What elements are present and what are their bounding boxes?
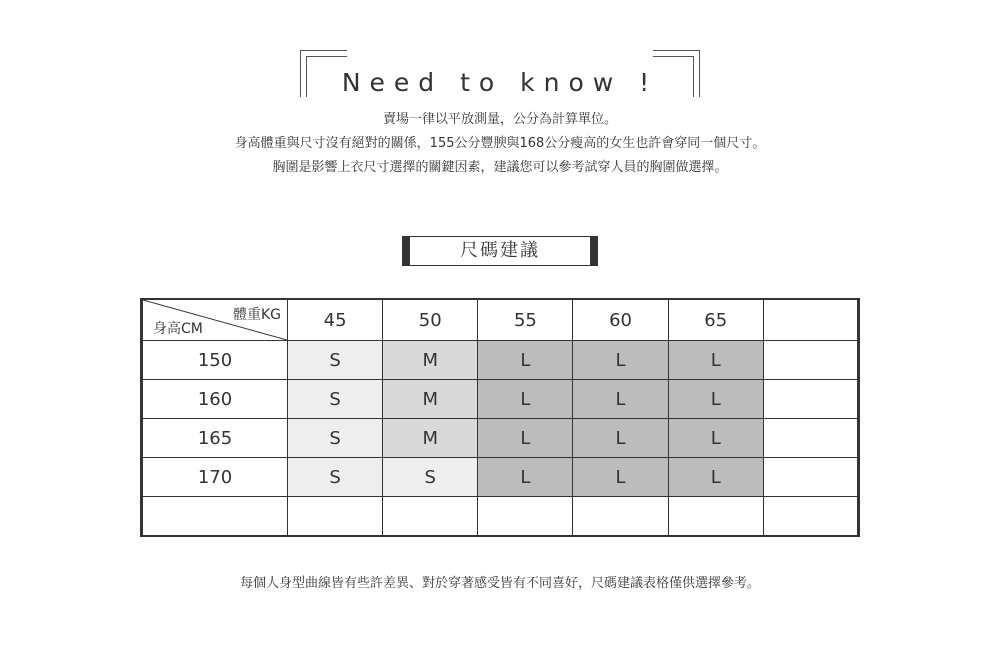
size-cell — [763, 419, 858, 458]
weight-header-cell — [763, 299, 858, 341]
height-cell: 170 — [142, 458, 288, 497]
table-row — [142, 380, 859, 419]
intro-line-1: 賣場一律以平放測量，公分為計算單位。 — [382, 112, 617, 127]
weight-header-cell: 55 — [478, 299, 573, 341]
size-cell: L — [573, 458, 668, 497]
size-cell: L — [668, 341, 763, 380]
height-axis-label: 身高CM — [153, 321, 203, 337]
intro-line-2: 身高體重與尺寸沒有絕對的關係，155公分豐腴與168公分瘦高的女生也許會穿同一個尺寸。 — [234, 136, 766, 151]
size-cell — [668, 497, 763, 537]
size-cell: L — [478, 458, 573, 497]
page-title: Need to know ! — [341, 68, 659, 97]
weight-axis-label: 體重KG — [232, 307, 281, 323]
table-row — [142, 497, 859, 537]
size-cell: L — [573, 419, 668, 458]
size-cell: S — [288, 419, 383, 458]
size-chart-table — [140, 298, 860, 537]
size-cell: L — [478, 380, 573, 419]
size-cell — [763, 380, 858, 419]
size-cell: L — [573, 380, 668, 419]
corner-header-cell — [142, 299, 288, 341]
size-cell — [763, 458, 858, 497]
size-cell: L — [668, 419, 763, 458]
size-cell: M — [383, 380, 478, 419]
table-row — [142, 419, 859, 458]
weight-header-cell: 45 — [288, 299, 383, 341]
size-cell: L — [668, 458, 763, 497]
footer-note: 每個人身型曲線皆有些許差異、對於穿著感受皆有不同喜好，尺碼建議表格僅供選擇參考。 — [239, 576, 760, 591]
title-frame — [300, 48, 700, 98]
weight-header-cell: 60 — [573, 299, 668, 341]
size-cell: S — [383, 458, 478, 497]
size-cell: S — [288, 458, 383, 497]
weight-header-cell: 65 — [668, 299, 763, 341]
size-cell: L — [573, 341, 668, 380]
size-guide-heading: 尺碼建議 — [402, 236, 598, 266]
size-cell — [383, 497, 478, 537]
table-row — [142, 458, 859, 497]
size-cell: L — [478, 419, 573, 458]
size-cell: M — [383, 341, 478, 380]
table-row — [142, 341, 859, 380]
height-cell: 165 — [142, 419, 288, 458]
size-cell — [763, 341, 858, 380]
weight-header-row — [142, 299, 859, 341]
weight-header-cell: 50 — [383, 299, 478, 341]
size-cell: L — [478, 341, 573, 380]
size-cell: L — [668, 380, 763, 419]
size-cell — [288, 497, 383, 537]
height-cell: 160 — [142, 380, 288, 419]
size-cell — [573, 497, 668, 537]
size-cell — [478, 497, 573, 537]
height-cell — [142, 497, 288, 537]
size-cell: S — [288, 341, 383, 380]
height-cell: 150 — [142, 341, 288, 380]
size-cell — [763, 497, 858, 537]
intro-line-3: 胸圍是影響上衣尺寸選擇的關鍵因素，建議您可以參考試穿人員的胸圍做選擇。 — [272, 160, 728, 175]
size-cell: S — [288, 380, 383, 419]
size-cell: M — [383, 419, 478, 458]
